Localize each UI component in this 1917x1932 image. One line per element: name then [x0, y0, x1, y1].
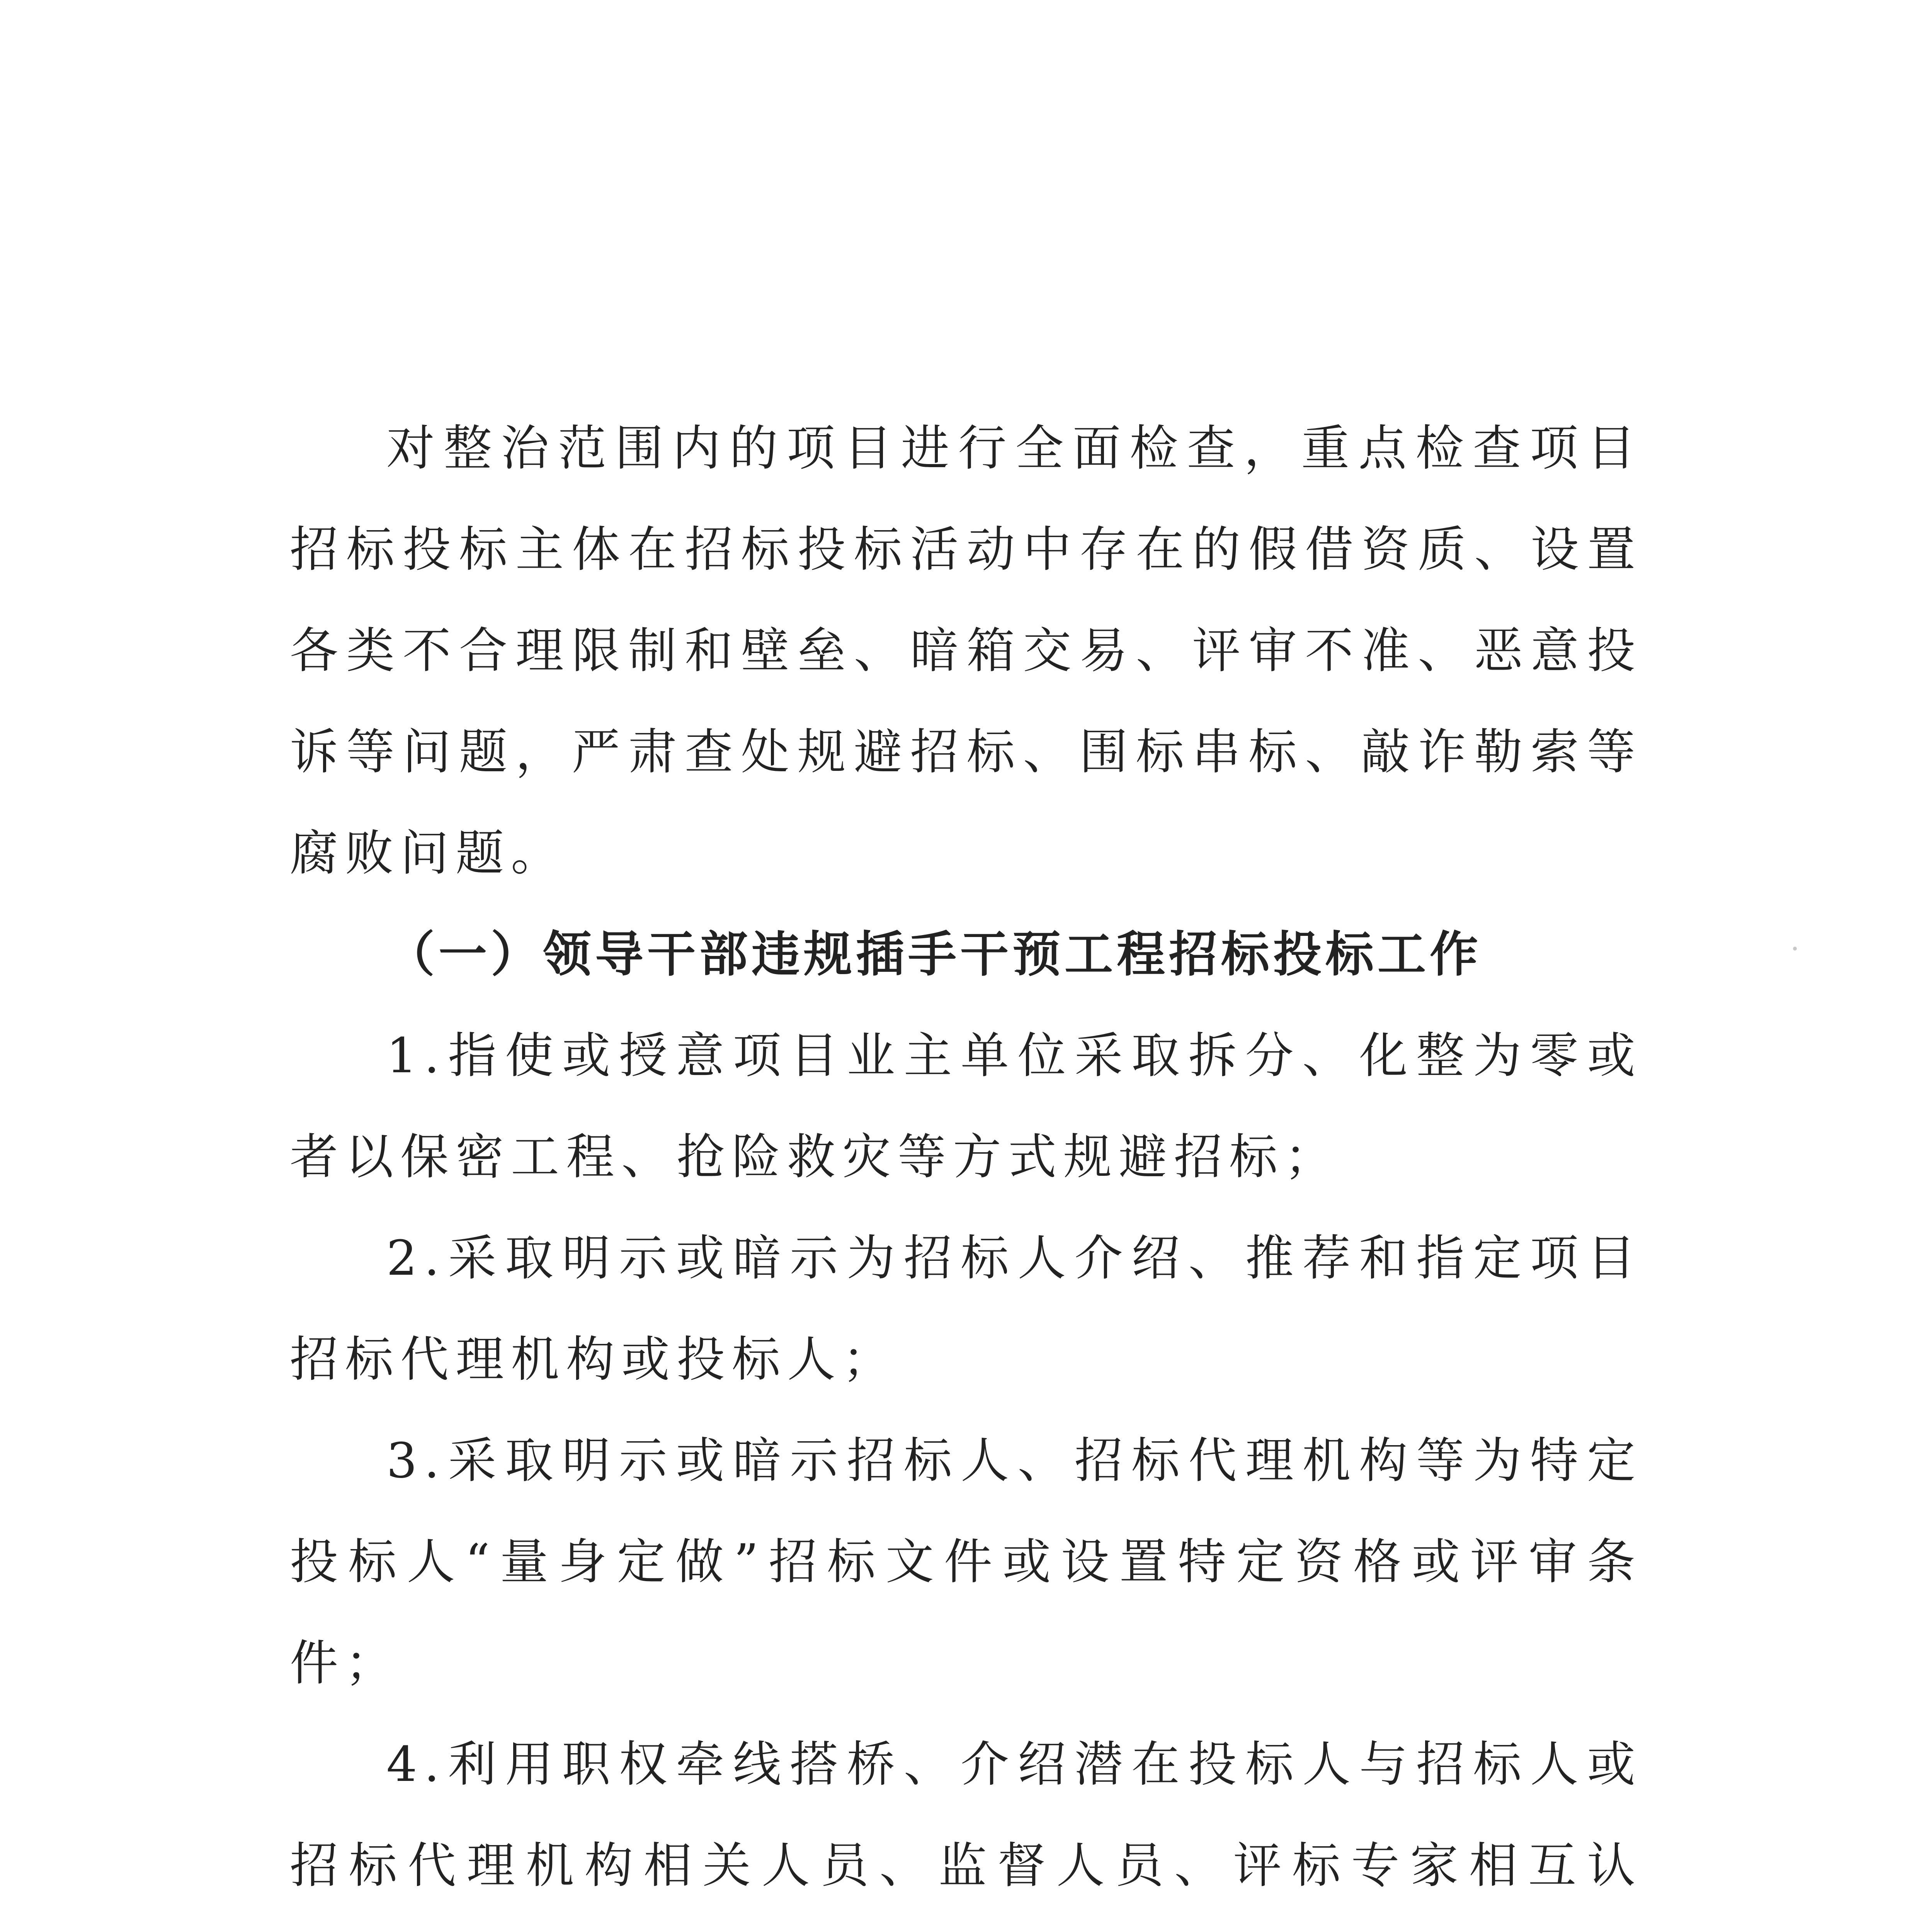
document-body — [290, 398, 1642, 1932]
section-heading-1: （一）领导干部违规插手干预工程招标投标工作 — [386, 927, 1482, 983]
scan-speck — [1793, 947, 1797, 951]
list-item-2: 2.采取明示或暗示为招标人介绍、推荐和指定项目招标代理机构或投标人； — [290, 1230, 1642, 1388]
list-item-4: 4.利用职权牵线搭桥、介绍潜在投标人与招标人或招标代理机构相关人员、监督人员、评标专家相互认 — [290, 1736, 1642, 1894]
list-item-1: 1.指使或授意项目业主单位采取拆分、化整为零或者以保密工程、抢险救灾等方式规避招标； — [290, 1028, 1642, 1185]
intro-paragraph: 对整治范围内的项目进行全面检查，重点检查项目招标投标主体在招标投标活动中存在的假借资质、设置各类不合理限制和壁垒、暗箱交易、评审不准、恶意投诉等问题，严肃查处规避招标、围标串标、敲诈勒索等腐败问题。 — [290, 420, 1642, 881]
list-item-3: 3.采取明示或暗示招标人、招标代理机构等为特定投标人“量身定做”招标文件或设置特定资格或评审条件； — [290, 1433, 1642, 1691]
